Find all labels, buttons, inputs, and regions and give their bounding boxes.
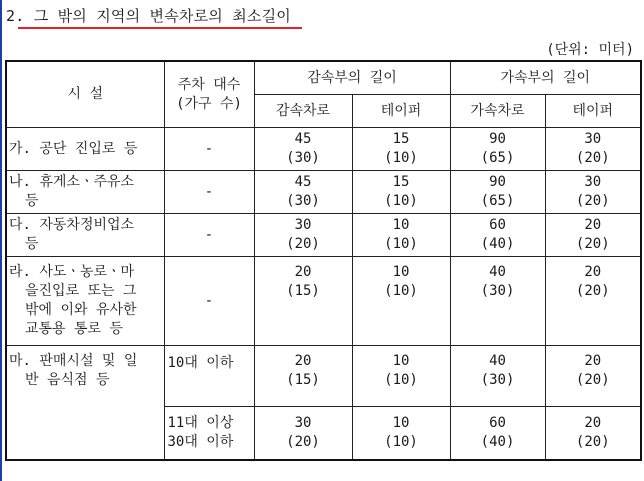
value: 60 [489, 217, 506, 233]
decel-lane-cell [254, 257, 352, 346]
decel-taper-cell [352, 214, 450, 257]
value-paren: (10) [384, 150, 418, 166]
value: 30 [294, 415, 312, 431]
value: 90 [489, 131, 506, 147]
left-edge-bar [0, 0, 2, 481]
value-paren: (40) [480, 434, 515, 450]
value-paren: (15) [286, 283, 320, 299]
facility-line: 을진입로 또는 그 [25, 283, 137, 299]
value: 20 [294, 353, 312, 369]
parking-cell: - [164, 128, 254, 171]
decel-taper-cell [352, 128, 450, 171]
value-paren: (65) [480, 150, 515, 166]
parking-cell: - [164, 257, 254, 346]
header-parking-line1: 주차 대수 [177, 76, 241, 93]
value-paren: (20) [286, 236, 320, 252]
value: 20 [584, 415, 602, 431]
accel-taper-cell [545, 128, 641, 171]
value: 90 [489, 174, 506, 190]
accel-lane-cell [450, 214, 545, 257]
facility-cell [6, 346, 164, 461]
facility-line: 다. 자동차정비업소 [9, 217, 135, 233]
parking-cell: - [164, 214, 254, 257]
facility-cell [6, 257, 164, 346]
facility-line: 밖에 이와 유사한 [25, 302, 137, 318]
value-paren: (20) [575, 434, 610, 450]
table-row [6, 346, 641, 407]
value-paren: (20) [575, 193, 610, 209]
value: 20 [584, 353, 602, 369]
parking-line: 30대 이하 [167, 434, 234, 450]
accel-lane-cell [450, 346, 545, 407]
parking-line: 11대 이상 [167, 415, 234, 431]
value-paren: (20) [575, 236, 610, 252]
decel-taper-cell [352, 346, 450, 407]
value: 20 [584, 217, 602, 233]
decel-lane-cell [254, 171, 352, 214]
value-paren: (30) [286, 193, 320, 209]
facility-cell [6, 214, 164, 257]
facility-line: 교통용 통로 등 [25, 321, 124, 337]
value-paren: (10) [384, 236, 418, 252]
facility-line: 나. 휴게소ㆍ주유소 [9, 174, 135, 190]
parking-cell: - [164, 171, 254, 214]
parking-cell [164, 407, 254, 461]
facility-line: 등 [25, 193, 39, 209]
header-accel-group: 가속부의 길이 [450, 61, 641, 95]
value-paren: (20) [575, 283, 610, 299]
accel-lane-cell [450, 257, 545, 346]
decel-taper-cell [352, 407, 450, 461]
accel-lane-cell [450, 407, 545, 461]
section-title: 2. 그 밖의 지역의 변속차로의 최소길이 [6, 7, 291, 25]
value-paren: (20) [286, 434, 320, 450]
decel-lane-cell [254, 346, 352, 407]
min-length-table [5, 60, 642, 461]
value: 20 [294, 264, 312, 280]
value: 45 [294, 174, 312, 190]
header-parking [164, 61, 254, 128]
decel-taper-cell [352, 171, 450, 214]
table-row [6, 128, 641, 171]
value-paren: (20) [575, 150, 610, 166]
decel-lane-cell [254, 407, 352, 461]
value: 10 [392, 217, 410, 233]
facility-line: 가. 공단 진입로 등 [9, 140, 138, 157]
parking-cell: 10대 이하 [164, 346, 254, 407]
header-decel-taper: 테이퍼 [352, 95, 450, 128]
accel-taper-cell [545, 214, 641, 257]
value: 10 [392, 353, 410, 369]
value: 15 [392, 174, 410, 190]
value: 45 [294, 131, 312, 147]
facility-line: 등 [25, 236, 39, 252]
decel-taper-cell [352, 257, 450, 346]
value-paren: (30) [480, 283, 515, 299]
table-row [6, 257, 641, 346]
accel-taper-cell [545, 257, 641, 346]
value-paren: (10) [384, 193, 418, 209]
value: 30 [294, 217, 312, 233]
value-paren: (10) [384, 372, 418, 388]
header-accel-taper: 테이퍼 [545, 95, 641, 128]
value: 30 [584, 131, 602, 147]
value-paren: (30) [480, 372, 515, 388]
accel-taper-cell [545, 407, 641, 461]
header-decel-group: 감속부의 길이 [254, 61, 450, 95]
value: 10 [392, 415, 410, 431]
value-paren: (15) [286, 372, 320, 388]
decel-lane-cell [254, 214, 352, 257]
unit-note: (단위: 미터) [546, 42, 634, 58]
value: 40 [489, 353, 506, 369]
facility-line: 반 음식점 등 [25, 372, 110, 388]
value-paren: (10) [384, 283, 418, 299]
title-underline [18, 27, 302, 29]
decel-lane-cell [254, 128, 352, 171]
value: 20 [584, 264, 602, 280]
value-paren: (10) [384, 434, 418, 450]
value-paren: (40) [480, 236, 515, 252]
value: 30 [584, 174, 602, 190]
facility-cell [6, 128, 164, 171]
facility-line: 라. 사도ㆍ농로ㆍ마 [9, 264, 135, 280]
accel-lane-cell [450, 171, 545, 214]
table-row [6, 214, 641, 257]
value: 40 [489, 264, 506, 280]
facility-line: 마. 판매시설 및 일 [9, 353, 138, 369]
accel-taper-cell [545, 346, 641, 407]
value-paren: (30) [286, 150, 320, 166]
value: 15 [392, 131, 410, 147]
value-paren: (20) [575, 372, 610, 388]
accel-taper-cell [545, 171, 641, 214]
facility-cell [6, 171, 164, 214]
header-accel-lane: 가속차로 [450, 95, 545, 128]
header-parking-line2: (가구 수) [176, 95, 242, 112]
value: 10 [392, 264, 410, 280]
header-facility: 시 설 [6, 61, 164, 128]
value-paren: (65) [480, 193, 515, 209]
header-decel-lane: 감속차로 [254, 95, 352, 128]
accel-lane-cell [450, 128, 545, 171]
table-row [6, 171, 641, 214]
value: 60 [489, 415, 506, 431]
